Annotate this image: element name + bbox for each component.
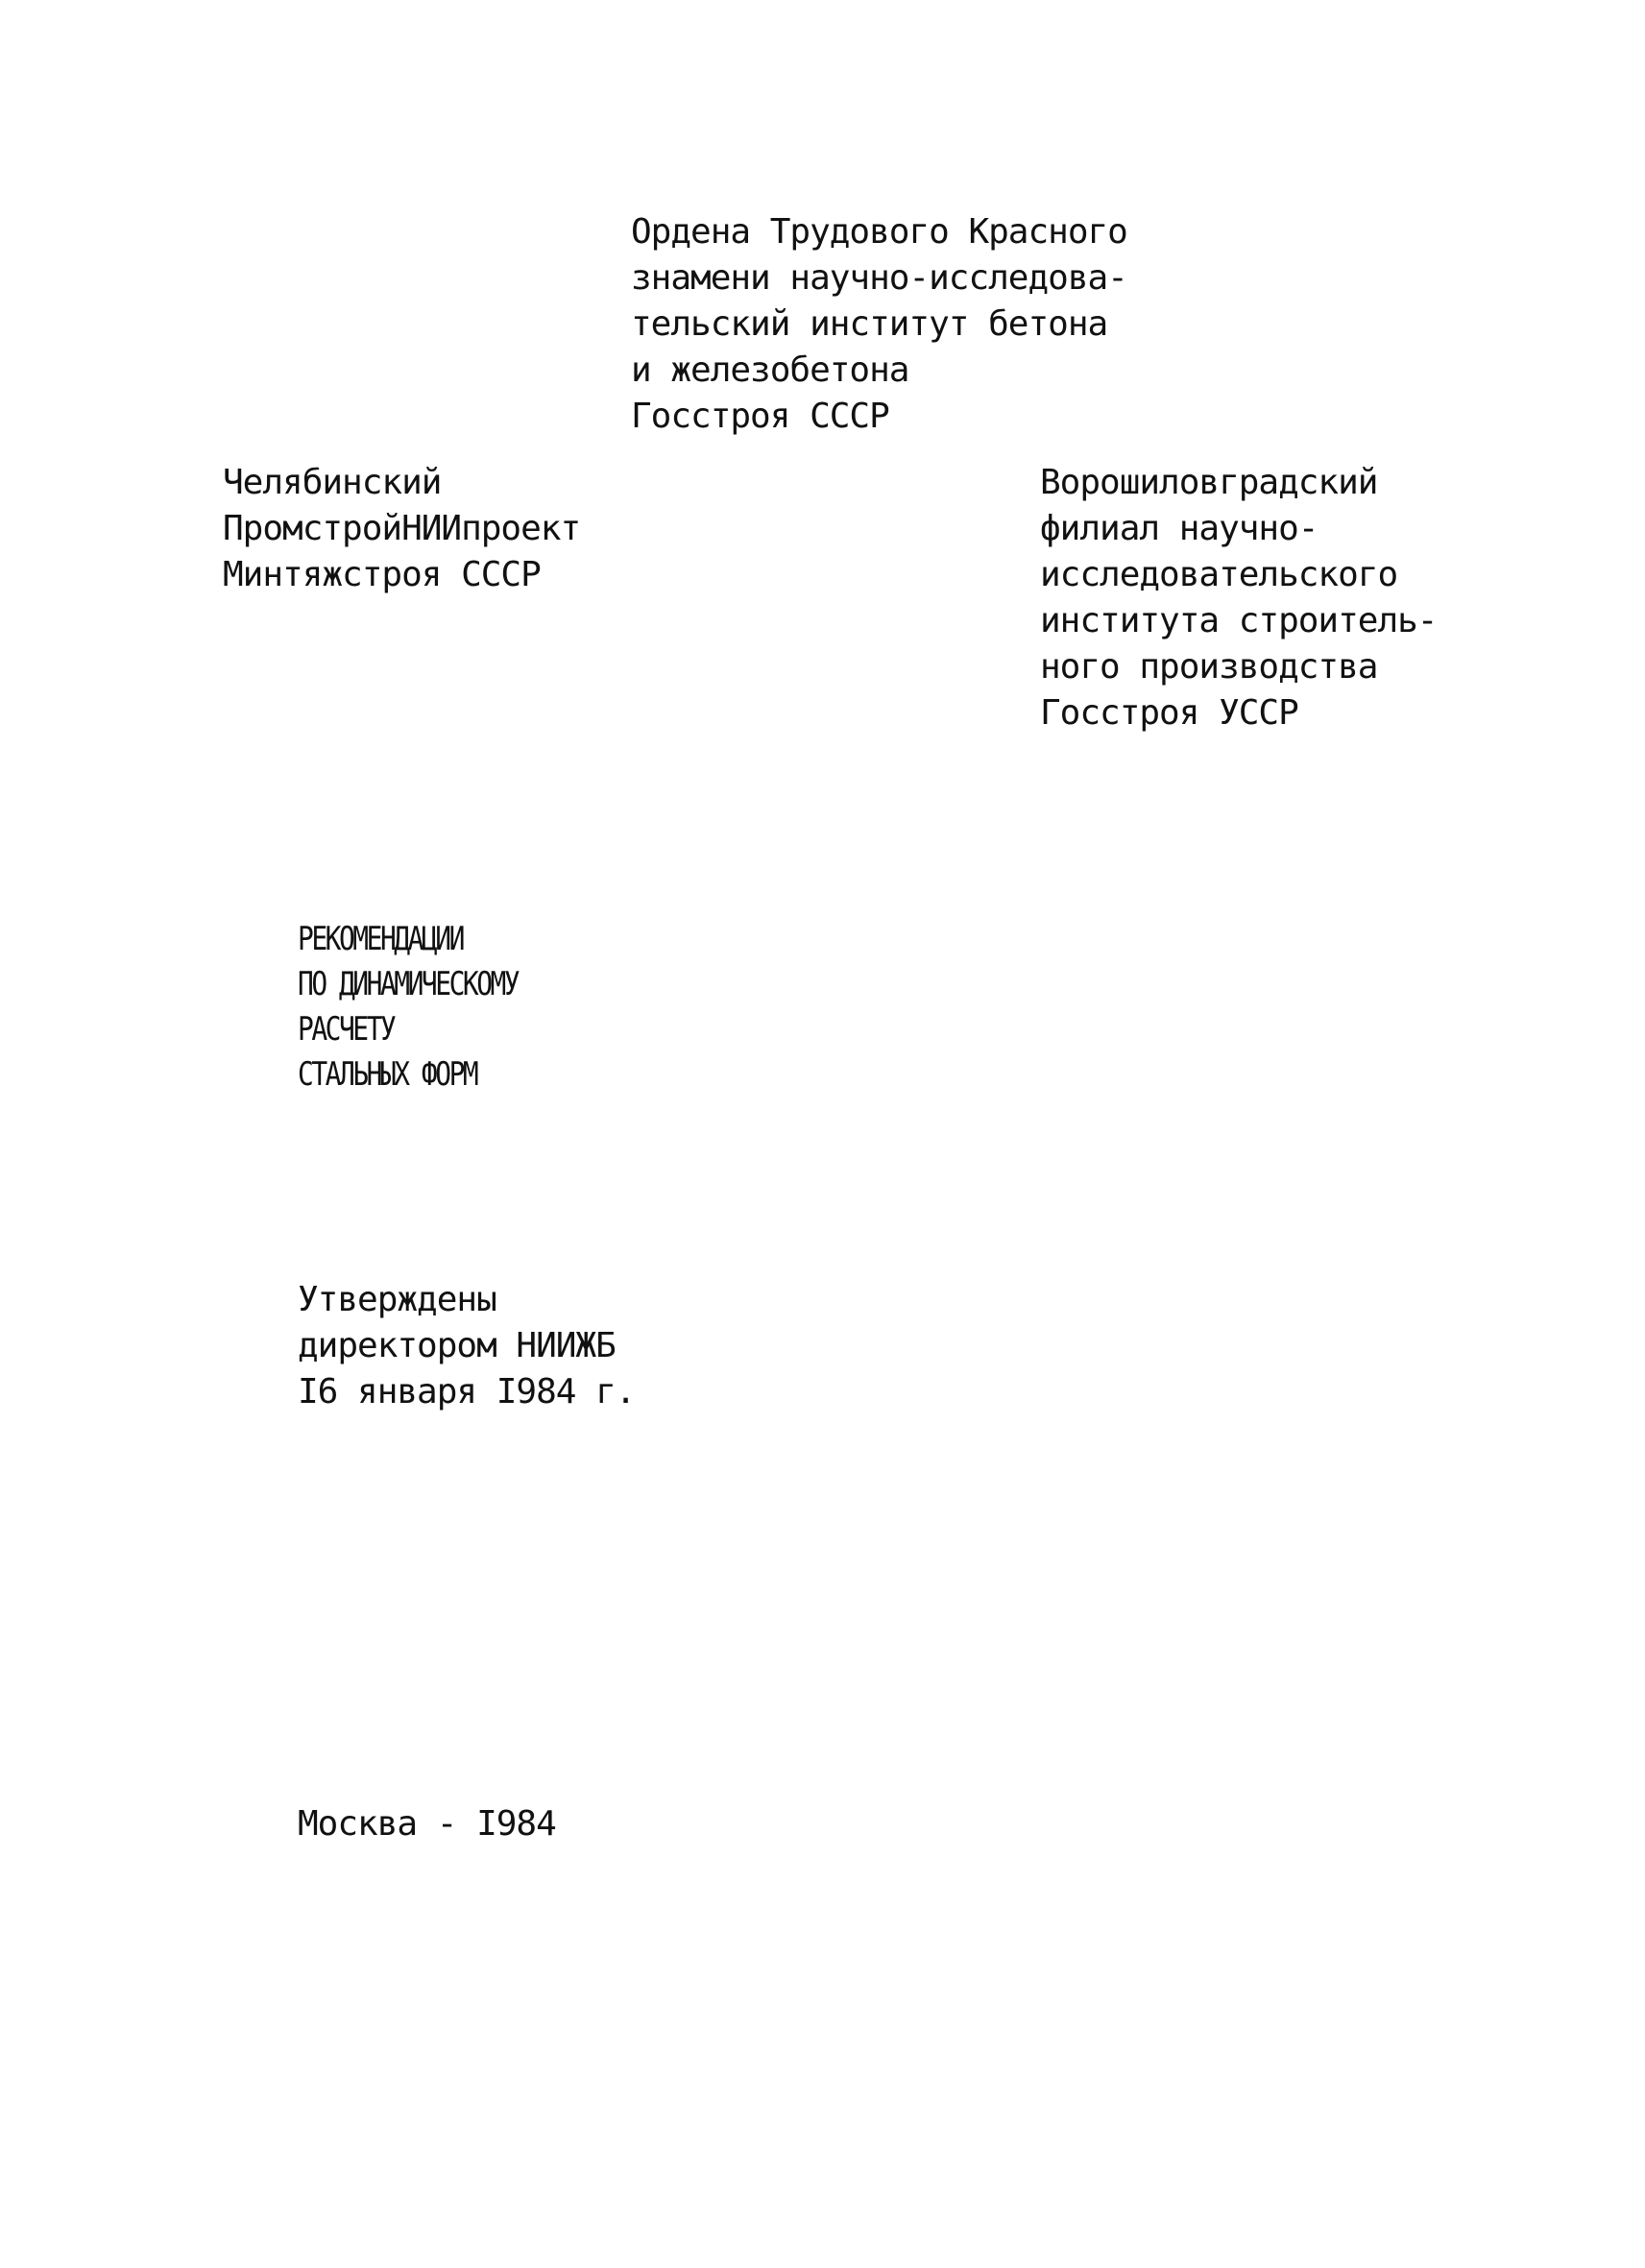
approval-note bbox=[298, 1277, 635, 1415]
organization-niizhb bbox=[631, 209, 1127, 440]
title-line: ПО ДИНАМИЧЕСКОМУ bbox=[298, 965, 519, 1003]
org-top-line: и железобетона bbox=[631, 350, 909, 390]
org-right-line: Ворошиловградский bbox=[1040, 463, 1378, 502]
title-line: СТАЛЬНЫХ ФОРМ bbox=[298, 1055, 477, 1094]
org-top-line: знамени научно-исследова- bbox=[631, 258, 1127, 298]
org-right-line: ного производства bbox=[1040, 647, 1378, 687]
org-left-line: ПромстройНИИпроект bbox=[223, 509, 581, 548]
org-top-line: Госстроя СССР bbox=[631, 397, 889, 436]
approval-line: Утверждены bbox=[298, 1280, 496, 1319]
org-right-line: филиал научно- bbox=[1040, 509, 1318, 548]
approval-line: I6 января I984 г. bbox=[298, 1372, 636, 1411]
title-line: РАСЧЕТУ bbox=[298, 1010, 395, 1049]
org-right-line: института строитель- bbox=[1040, 601, 1438, 640]
title-line: РЕКОМЕНДАЦИИ bbox=[298, 920, 463, 958]
imprint-place-year bbox=[298, 1801, 556, 1847]
org-right-line: исследовательского bbox=[1040, 555, 1398, 594]
imprint-text: Москва - I984 bbox=[298, 1804, 556, 1844]
organization-voroshilovgrad bbox=[1040, 460, 1437, 736]
org-top-line: тельский институт бетона bbox=[631, 304, 1108, 344]
approval-line: директором НИИЖБ bbox=[298, 1326, 616, 1365]
org-left-line: Минтяжстроя СССР bbox=[223, 555, 541, 594]
document-title bbox=[298, 917, 567, 1098]
organization-chelyabinsk bbox=[223, 460, 580, 598]
org-right-line: Госстроя УССР bbox=[1040, 693, 1298, 733]
org-top-line: Ордена Трудового Красного bbox=[631, 212, 1127, 252]
org-left-line: Челябинский bbox=[223, 463, 442, 502]
